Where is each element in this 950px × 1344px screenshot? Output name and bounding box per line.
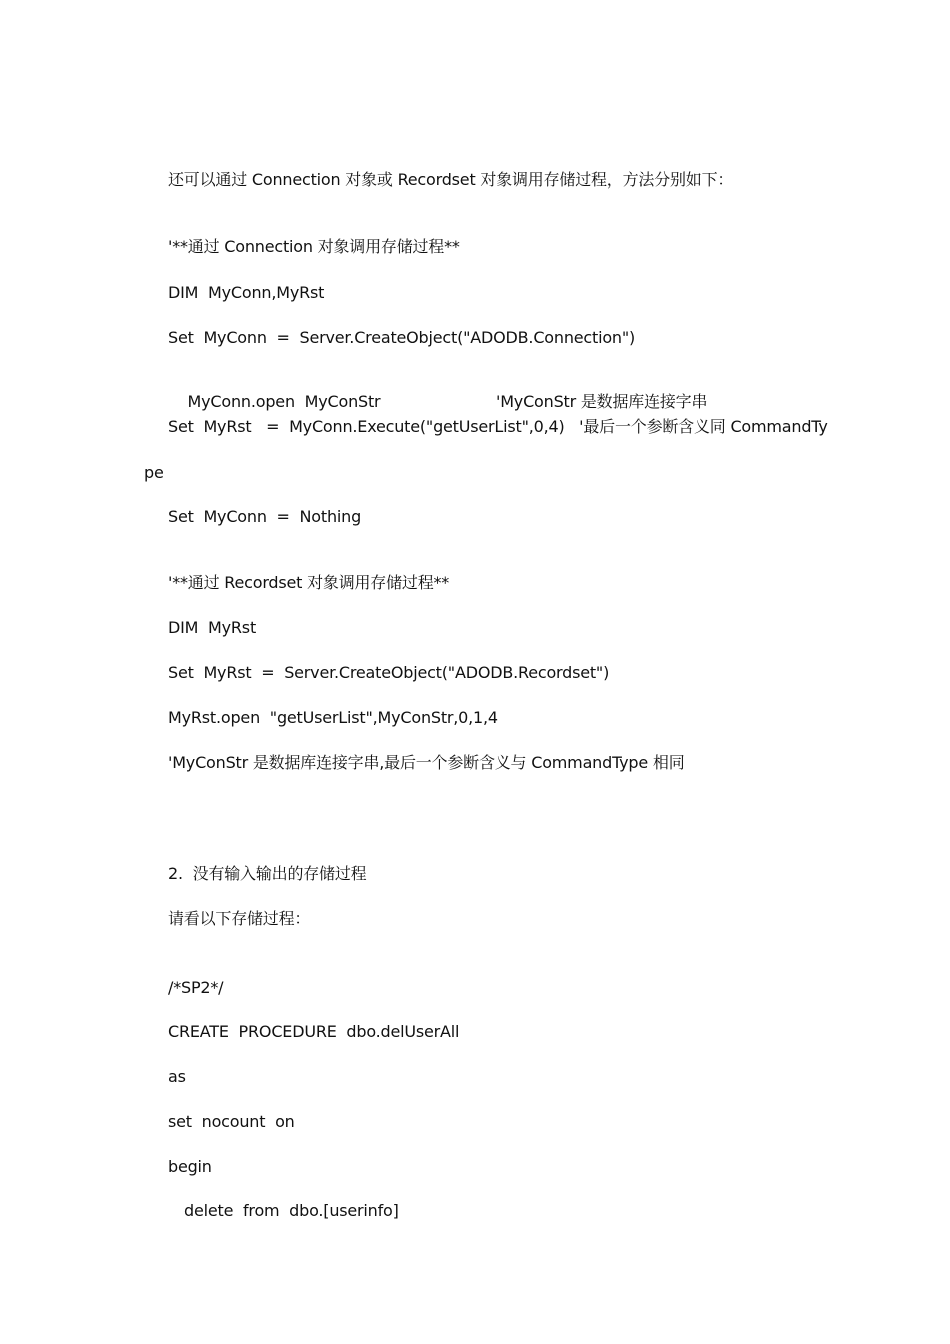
code-comment-recordset-heading: '**通过 Recordset 对象调用存储过程** [168, 573, 450, 592]
code-line-as: as [168, 1067, 186, 1086]
code-line-delete: delete from dbo.[userinfo] [184, 1201, 399, 1220]
intro-paragraph: 还可以通过 Connection 对象或 Recordset 对象调用存储过程，方法分别如下： [168, 170, 734, 189]
code-conn-open-comment: 'MyConStr 是数据库连接字串 [496, 392, 708, 411]
code-comment-connection-heading: '**通过 Connection 对象调用存储过程** [168, 237, 460, 256]
code-line-set-nocount: set nocount on [168, 1112, 295, 1131]
code-line-wrap-continuation: pe [144, 463, 164, 482]
code-line-execute: Set MyRst = MyConn.Execute("getUserList",0,4) '最后一个参断含义同 CommandTy [168, 417, 828, 436]
section-intro-text: 请看以下存储过程： [168, 909, 311, 928]
code-line-dim-rst: DIM MyRst [168, 618, 257, 637]
code-line-conn-nothing: Set MyConn = Nothing [168, 507, 362, 526]
code-line-dim-conn: DIM MyConn,MyRst [168, 283, 325, 302]
code-conn-open-statement: MyConn.open MyConStr [187, 392, 381, 411]
code-line-rst-open: MyRst.open "getUserList",MyConStr,0,1,4 [168, 708, 498, 727]
section-heading-no-io: 2. 没有输入输出的存储过程 [168, 864, 367, 883]
code-comment-rst-open: 'MyConStr 是数据库连接字串,最后一个参断含义与 CommandType 相同 [168, 753, 685, 772]
code-line-begin: begin [168, 1157, 212, 1176]
code-line-sp2-comment: /*SP2*/ [168, 978, 224, 997]
code-line-create-recordset: Set MyRst = Server.CreateObject("ADODB.Recordset") [168, 663, 610, 682]
code-line-create-procedure: CREATE PROCEDURE dbo.delUserAll [168, 1022, 460, 1041]
code-line-create-connection: Set MyConn = Server.CreateObject("ADODB.Connection") [168, 328, 636, 347]
